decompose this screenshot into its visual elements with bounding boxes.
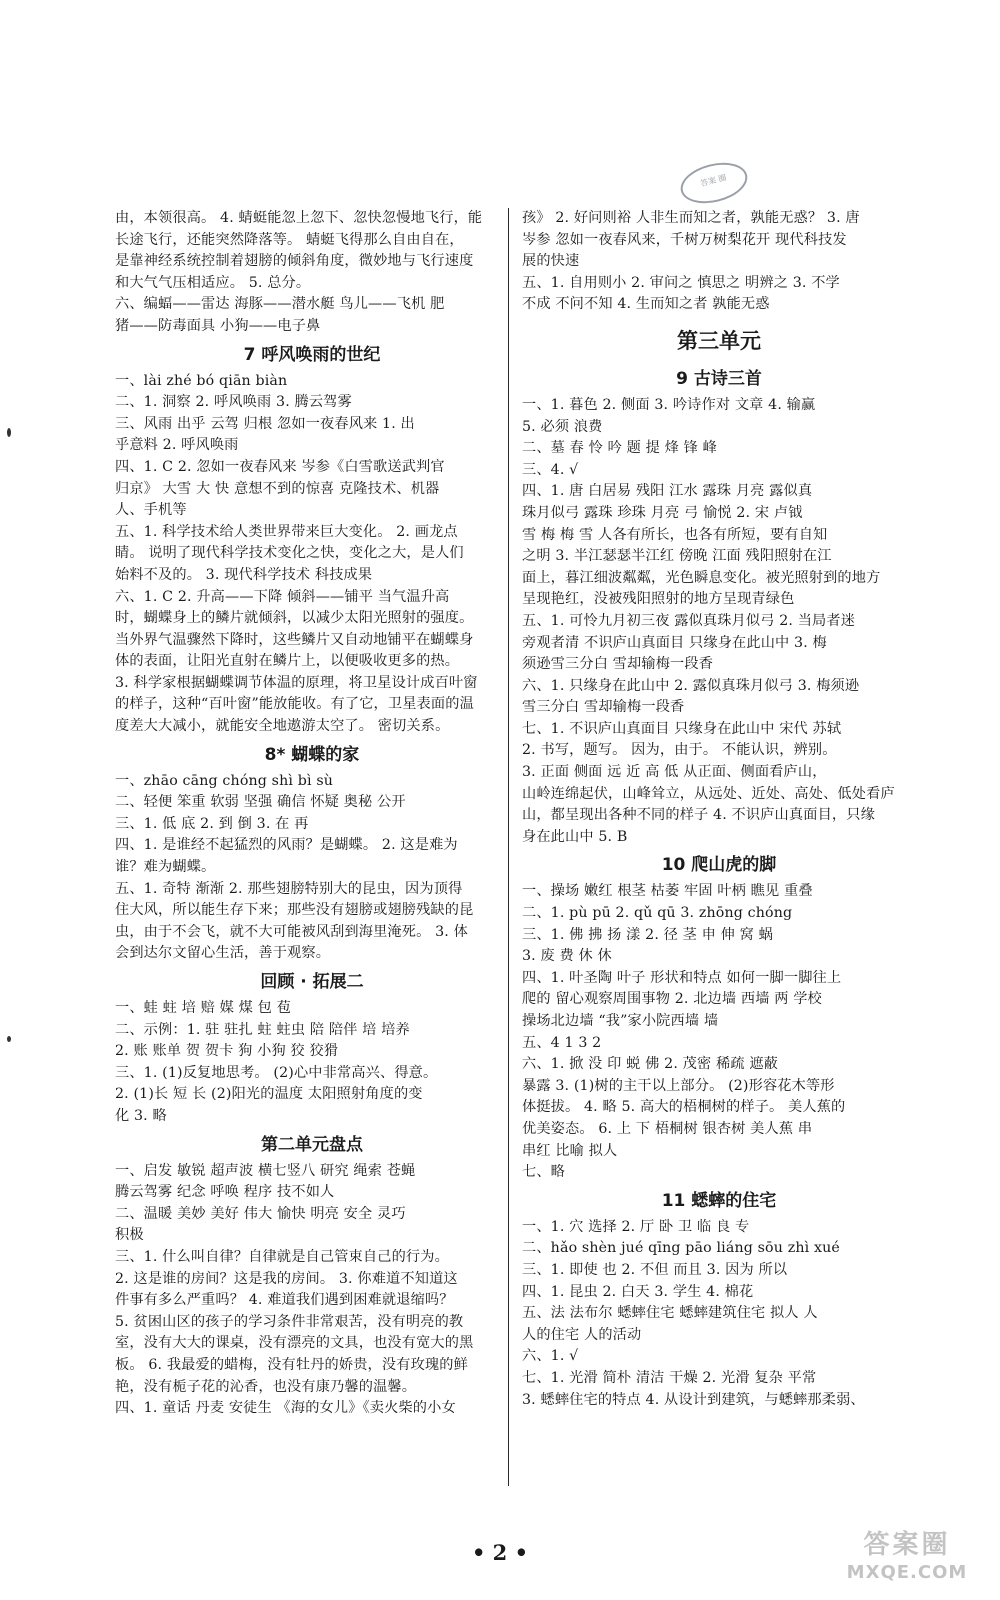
answer-line: 住大风，所以能生存下来；那些没有翅膀或翅膀残缺的昆 [115, 902, 474, 919]
answer-line: 乎意料 2. 呼风唤雨 [115, 437, 239, 454]
answer-line: 度差大大减小，就能安全地遨游太空了。 密切关系。 [115, 718, 450, 735]
answer-line: 四、1. C 2. 忽如一夜春风来 岑参《白雪歌送武判官 [115, 458, 445, 475]
right-column [522, 208, 916, 1411]
answer-line: 五、1. 自用则小 2. 审问之 慎思之 明辨之 3. 不学 [522, 274, 840, 291]
answer-line: 一、1. 暮色 2. 侧面 3. 吟诗作对 文章 4. 输赢 [522, 396, 816, 413]
answer-line: 三、风雨 出乎 云驾 归根 忽如一夜春风来 1. 出 [115, 415, 415, 432]
answer-line: 孩》 2. 好问则裕 人非生而知之者，孰能无惑？ 3. 唐 [522, 210, 860, 226]
answer-line: 一、启发 敏锐 超声波 横七竖八 研究 绳索 苍蝇 [115, 1162, 416, 1179]
section-heading: 11 蟋蟀的住宅 [661, 1190, 777, 1211]
answer-line: 当外界气温骤然下降时，这些鳞片又自动地铺平在蝴蝶身 [115, 631, 474, 648]
answer-line: 二、墓 春 怜 吟 题 提 烽 锋 峰 [522, 440, 717, 457]
answer-line: 化 3. 略 [115, 1107, 167, 1124]
site-watermark [832, 1528, 982, 1592]
answer-line: 始料不及的。 3. 现代科学技术 科技成果 [115, 566, 373, 583]
answer-line: 板。 6. 我最爱的蜡梅，没有牡丹的娇贵，没有玫瑰的鲜 [115, 1356, 468, 1373]
unit-title: 第三单元 [677, 328, 761, 353]
answer-line: 五、1. 奇特 渐渐 2. 那些翅膀特别大的昆虫，因为顶得 [115, 880, 463, 897]
section-heading: 7 呼风唤雨的世纪 [243, 344, 381, 365]
answer-line: 山，都呈现出各种不同的样子 4. 不识庐山真面目，只缘 [522, 807, 875, 824]
answer-line: 积极 [115, 1227, 144, 1244]
left-column [115, 208, 509, 1420]
answer-line: 五、4 1 3 2 [522, 1034, 602, 1051]
answer-line: 五、1. 科学技术给人类世界带来巨大变化。 2. 画龙点 [115, 523, 458, 540]
answer-line: 七、1. 光滑 简朴 清洁 干燥 2. 光滑 复杂 平常 [522, 1369, 817, 1386]
answer-line: 六、1. 只缘身在此山中 2. 露似真珠月似弓 3. 梅须逊 [522, 677, 860, 694]
answer-line: 猪——防毒面具 小狗——电子鼻 [115, 317, 321, 334]
answer-line: 三、1. 什么叫自律？自律就是自己管束自己的行为。 [115, 1248, 449, 1265]
answer-line: 四、1. 昆虫 2. 白天 3. 学生 4. 棉花 [522, 1283, 754, 1300]
answer-line: 山岭连绵起伏，山峰耸立，从远处、近处、高处、低处看庐 [522, 785, 895, 802]
answer-line: 二、轻便 笨重 软弱 坚强 确信 怀疑 奥秘 公开 [115, 794, 406, 811]
answer-line: 身在此山中 5. B [522, 828, 628, 845]
section-heading: 9 古诗三首 [676, 368, 762, 389]
section-heading: 10 爬山虎的脚 [661, 855, 777, 876]
answer-line: 六、编蝠——雷达 海豚——潜水艇 鸟儿——飞机 肥 [115, 296, 445, 313]
answer-line: 六、1. √ [522, 1348, 579, 1365]
answer-line: 3. 废 费 休 休 [522, 948, 612, 965]
answer-line: 体挺拔。 4. 略 5. 高大的梧桐树的样子。 美人蕉的 [522, 1099, 846, 1116]
answer-line: 睛。 说明了现代科学技术变化之快，变化之大，是人们 [115, 545, 464, 562]
answer-line: 3. 正面 侧面 远 近 高 低 从正面、侧面看庐山， [522, 764, 827, 781]
answer-line: 一、操场 嫩红 根茎 枯萎 牢固 叶柄 瞧见 重叠 [522, 883, 813, 900]
answer-line: 三、1. (1)反复地思考。 (2)心中非常高兴、得意。 [115, 1064, 438, 1081]
answer-line: 三、1. 低 底 2. 到 倒 3. 在 再 [115, 815, 309, 832]
answer-line: 艳，没有栀子花的沁香，也没有康乃馨的温馨。 [115, 1378, 417, 1395]
scan-speck [7, 428, 11, 437]
answer-line: 归京》 大雪 大 快 意想不到的惊喜 克隆技术、机器 [115, 480, 440, 497]
answer-line: 四、1. 叶圣陶 叶子 形状和特点 如何一脚一脚往上 [522, 969, 842, 986]
answer-line: 暴露 3. (1)树的主干以上部分。 (2)形容花木等形 [522, 1077, 835, 1094]
section-heading: 第二单元盘点 [261, 1134, 363, 1155]
answer-line: 旁观者清 不识庐山真面目 只缘身在此山中 3. 梅 [522, 634, 827, 651]
answer-line: 人、手机等 [115, 502, 187, 519]
answer-line: 3. 蟋蟀住宅的特点 4. 从设计到建筑，与蟋蟀那柔弱、 [522, 1391, 865, 1408]
answer-line: 爬的 留心观察周围事物 2. 北边墙 西墙 两 学校 [522, 991, 822, 1008]
answer-line: 一、zhāo cāng chóng shì bì sù [115, 772, 334, 789]
answer-line: 3. 科学家根据蝴蝶调节体温的原理，将卫星设计成百叶窗 [115, 674, 478, 691]
answer-line: 的样子，这种“百叶窗”能放能收。有了它，卫星表面的温 [115, 696, 474, 713]
answer-line: 优美姿态。 6. 上 下 梧桐树 银杏树 美人蕉 串 [522, 1120, 813, 1137]
answer-line: 呈现艳红，没被残阳照射的地方呈现青绿色 [522, 591, 795, 608]
answer-line: 5. 必须 浪费 [522, 418, 603, 435]
answer-line: 会到达尔文留心生活，善于观察。 [115, 945, 331, 962]
answer-line: 二、1. pù pū 2. qǔ qū 3. zhōng chóng [522, 905, 793, 922]
answer-line: 雪 梅 梅 雪 人各有所长，也各有所短，要有自知 [522, 526, 828, 543]
answer-line: 四、1. 是谁经不起猛烈的风雨？是蝴蝶。 2. 这是难为 [115, 837, 458, 854]
answer-line: 七、略 [522, 1164, 566, 1181]
answer-line: 三、1. 佛 拂 扬 漾 2. 径 茎 申 伸 窝 蜗 [522, 926, 773, 943]
answer-line: 展的快速 [522, 253, 580, 270]
answer-line: 六、1. 掀 没 印 蜕 佛 2. 茂密 稀疏 遮蔽 [522, 1056, 778, 1073]
answer-line: 和大气气压相适应。 5. 总分。 [115, 274, 311, 291]
answer-line: 长途飞行，还能突然降落等。 蜻蜓飞得那么自由自在， [115, 231, 464, 248]
page-number: • 2 • [471, 1540, 529, 1565]
answer-line: 六、1. C 2. 升高——下降 倾斜——铺平 当气温升高 [115, 588, 450, 605]
answer-line: 五、法 法布尔 蟋蟀住宅 蟋蟀建筑住宅 拟人 人 [522, 1305, 818, 1322]
answer-line: 之明 3. 半江瑟瑟半江红 傍晚 江面 残阳照射在江 [522, 548, 832, 565]
answer-line: 人的住宅 人的活动 [522, 1326, 642, 1343]
answer-line: 二、示例：1. 驻 驻扎 蛀 蛀虫 陪 陪伴 培 培养 [115, 1021, 410, 1038]
answer-line: 5. 贫困山区的孩子的学习条件非常艰苦，没有明亮的教 [115, 1313, 464, 1330]
answer-line: 雪三分白 雪却输梅一段香 [522, 699, 685, 716]
answer-line: 室，没有大大的课桌，没有漂亮的文具，也没有宽大的黑 [115, 1335, 474, 1352]
section-heading: 回顾 · 拓展二 [260, 972, 364, 992]
answer-line: 珠月似弓 露珠 珍珠 月亮 弓 愉悦 2. 宋 卢钺 [522, 504, 803, 521]
answer-line: 一、1. 穴 选择 2. 厅 卧 卫 临 良 专 [522, 1218, 750, 1235]
answer-line: 七、1. 不识庐山真面目 只缘身在此山中 宋代 苏轼 [522, 720, 842, 737]
answer-line: 面上，暮江细波粼粼，光色瞬息变化。被光照射到的地方 [522, 569, 881, 586]
answer-line: 四、1. 童话 丹麦 安徒生 《海的女儿》《卖火柴的小女 [115, 1400, 456, 1417]
watermark-logo-text: 答案圈 [863, 1530, 951, 1560]
answer-line: 不成 不问不知 4. 生而知之者 孰能无惑 [522, 296, 770, 313]
answer-line: 时，蝴蝶身上的鳞片就倾斜，以减少太阳光照射的强度。 [115, 610, 474, 627]
answer-line: 2. 这是谁的房间？这是我的房间。 3. 你难道不知道这 [115, 1270, 458, 1287]
answer-line: 二、1. 洞察 2. 呼风唤雨 3. 腾云驾雾 [115, 394, 352, 411]
answer-line: 串红 比喻 拟人 [522, 1142, 618, 1159]
answer-line: 四、1. 唐 白居易 残阳 江水 露珠 月亮 露似真 [522, 483, 813, 500]
answer-line: 由，本领很高。 4. 蜻蜓能忽上忽下、忽快忽慢地飞行，能 [115, 210, 483, 226]
answer-line: 2. (1)长 短 长 (2)阳光的温度 太阳照射角度的变 [115, 1086, 423, 1103]
answer-line: 2. 书写，题写。 因为，由于。 不能认识，辨别。 [522, 742, 837, 759]
answer-line: 须逊雪三分白 雪却输梅一段香 [522, 656, 714, 673]
scan-speck [7, 1036, 11, 1042]
answer-line: 三、4. √ [522, 461, 579, 478]
answer-line: 三、1. 即使 也 2. 不但 而且 3. 因为 所以 [522, 1261, 788, 1278]
answer-line: 件事有多么严重吗？ 4. 难道我们遇到困难就退缩吗？ [115, 1292, 454, 1309]
answer-line: 岑参 忽如一夜春风来，千树万树梨花开 现代科技发 [522, 231, 847, 248]
answer-line: 一、蛙 蛀 培 赔 媒 煤 包 苞 [115, 1000, 291, 1016]
answer-line: 腾云驾雾 纪念 呼唤 程序 技不如人 [115, 1184, 335, 1201]
column-divider [508, 208, 509, 1486]
answer-line: 五、1. 可怜九月初三夜 露似真珠月似弓 2. 当局者迷 [522, 612, 856, 629]
answer-line: 操场北边墙 “我”家小院西墙 墙 [522, 1013, 719, 1029]
answer-line: 是靠神经系统控制着翅膀的倾斜角度，微妙地与飞行速度 [115, 253, 474, 270]
answer-line: 二、温暖 美妙 美好 伟大 愉快 明亮 安全 灵巧 [115, 1205, 406, 1222]
answer-line: 虫，由于不会飞，就不大可能被风刮到海里淹死。 3. 体 [115, 923, 468, 940]
answer-line: 2. 账 账单 贺 贺卡 狗 小狗 狡 狡猾 [115, 1043, 339, 1060]
answer-line: 体的表面，让阳光直射在鳞片上，以便吸收更多的热。 [115, 653, 460, 670]
section-heading: 8* 蝴蝶的家 [264, 744, 360, 765]
answer-line: 二、hǎo shèn jué qīng pāo liáng sōu zhì xué [522, 1240, 840, 1257]
answer-line: 一、lài zhé bó qiān biàn [115, 372, 288, 389]
corner-stamp: 答案 圈 [676, 156, 751, 209]
watermark-url: MXQE.COM [846, 1562, 968, 1583]
answer-line: 谁？难为蝴蝶。 [115, 859, 216, 876]
